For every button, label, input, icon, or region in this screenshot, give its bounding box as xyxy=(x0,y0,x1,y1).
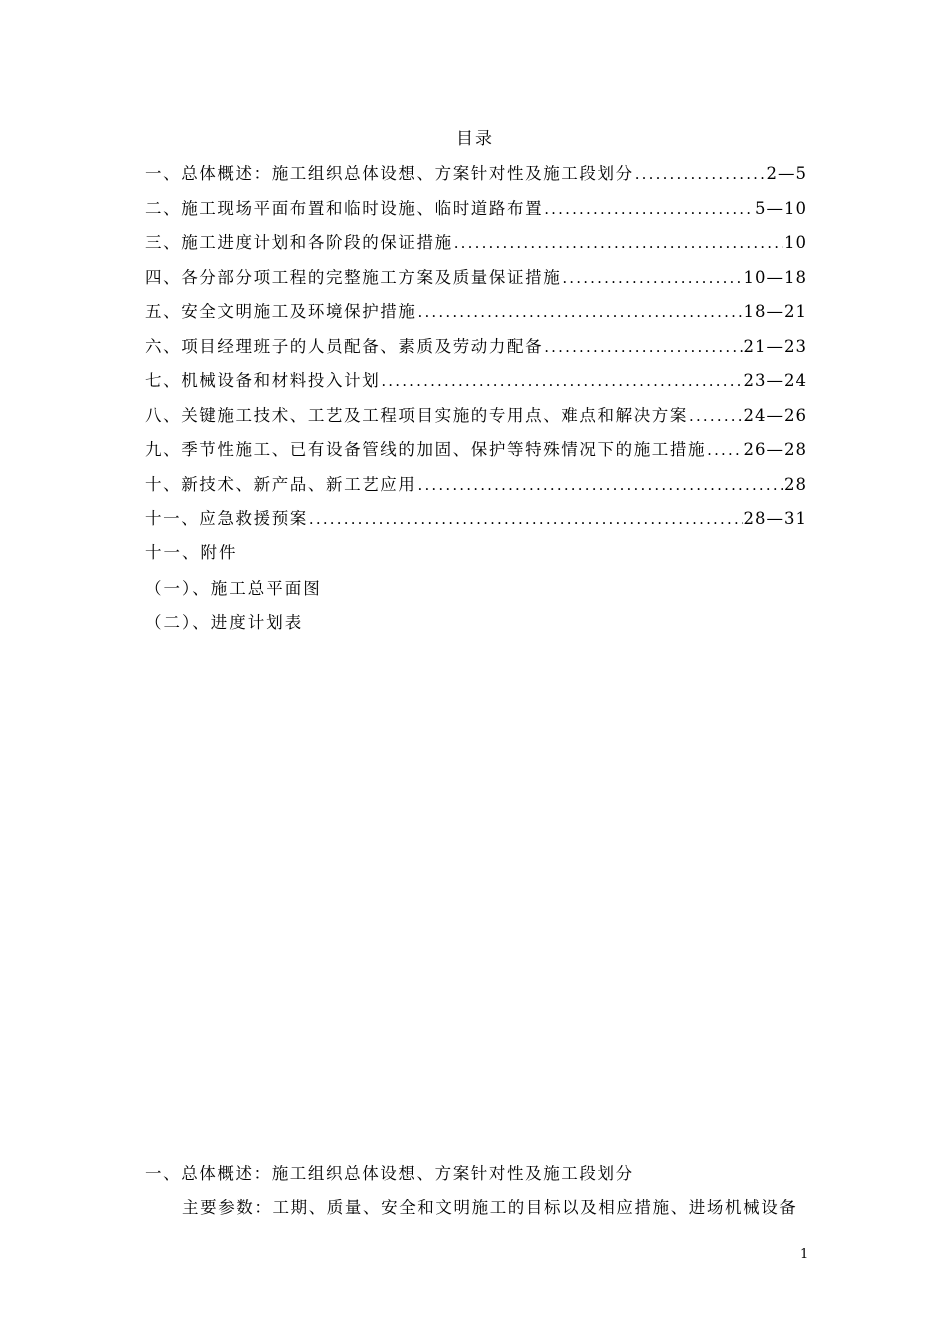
toc-entry-label: 九、季节性施工、已有设备管线的加固、保护等特殊情况下的施工措施 xyxy=(145,440,707,459)
toc-entry-label: 六、项目经理班子的人员配备、素质及劳动力配备 xyxy=(145,336,544,356)
toc-entry[interactable] xyxy=(145,402,807,437)
section-heading: 一、总体概述：施工组织总体设想、方案针对性及施工段划分 xyxy=(145,1164,634,1183)
body-paragraph: 主要参数：工期、质量、安全和文明施工的目标以及相应措施、进场机械设备 xyxy=(182,1198,798,1217)
toc-leader-dots xyxy=(381,372,742,390)
toc-entry-page: 28 xyxy=(784,474,807,494)
toc-entry[interactable] xyxy=(145,195,807,230)
toc-entry-label: 一、总体概述：施工组织总体设想、方案针对性及施工段划分 xyxy=(145,164,634,183)
toc-entry-label: 十一、应急救援预案 xyxy=(145,509,308,528)
toc-entry-label: 七、机械设备和材料投入计划 xyxy=(145,371,381,390)
toc-entry[interactable] xyxy=(145,229,807,264)
toc-entry-page: 2—5 xyxy=(766,164,807,183)
toc-list xyxy=(145,160,807,540)
toc-leader-dots xyxy=(635,165,766,183)
attachments-heading: 十一、附件 xyxy=(145,543,238,562)
toc-entry-label: 十、新技术、新产品、新工艺应用 xyxy=(145,474,417,494)
toc-entry-label: 三、施工进度计划和各阶段的保证措施 xyxy=(145,233,453,252)
toc-entry-label: 二、施工现场平面布置和临时设施、临时道路布置 xyxy=(145,198,544,218)
toc-leader-dots xyxy=(689,407,743,425)
toc-entry[interactable] xyxy=(145,264,807,299)
toc-leader-dots xyxy=(544,200,754,218)
toc-entry-label: 四、各分部分项工程的完整施工方案及质量保证措施 xyxy=(145,267,562,287)
toc-leader-dots xyxy=(707,441,742,459)
toc-entry-page: 26—28 xyxy=(743,440,807,459)
toc-entry-page: 23—24 xyxy=(743,371,807,390)
toc-entry-page: 10—18 xyxy=(743,267,807,287)
toc-entry-page: 18—21 xyxy=(743,302,807,321)
toc-entry-page: 10 xyxy=(784,233,807,252)
toc-entry-page: 28—31 xyxy=(743,509,807,528)
toc-entry[interactable] xyxy=(145,333,807,368)
page-number: 1 xyxy=(800,1247,809,1262)
toc-entry[interactable] xyxy=(145,436,807,471)
toc-entry-page: 5—10 xyxy=(755,198,807,218)
toc-leader-dots xyxy=(418,476,784,494)
toc-entry-page: 21—23 xyxy=(743,336,807,356)
attachment-item[interactable]: （一）、施工总平面图 xyxy=(145,579,322,598)
toc-entry[interactable] xyxy=(145,367,807,402)
toc-leader-dots xyxy=(544,338,742,356)
toc-entry[interactable] xyxy=(145,505,807,540)
toc-entry[interactable] xyxy=(145,160,807,195)
toc-leader-dots xyxy=(454,234,783,252)
toc-entry-label: 八、关键施工技术、工艺及工程项目实施的专用点、难点和解决方案 xyxy=(145,405,688,425)
toc-entry-page: 24—26 xyxy=(743,405,807,425)
toc-entry[interactable] xyxy=(145,471,807,506)
toc-entry-label: 五、安全文明施工及环境保护措施 xyxy=(145,302,417,321)
attachment-item[interactable]: （二）、进度计划表 xyxy=(145,613,304,632)
toc-leader-dots xyxy=(418,303,743,321)
toc-leader-dots xyxy=(309,510,743,528)
toc-leader-dots xyxy=(562,269,742,287)
toc-entry[interactable] xyxy=(145,298,807,333)
toc-title: 目录 xyxy=(456,129,494,149)
